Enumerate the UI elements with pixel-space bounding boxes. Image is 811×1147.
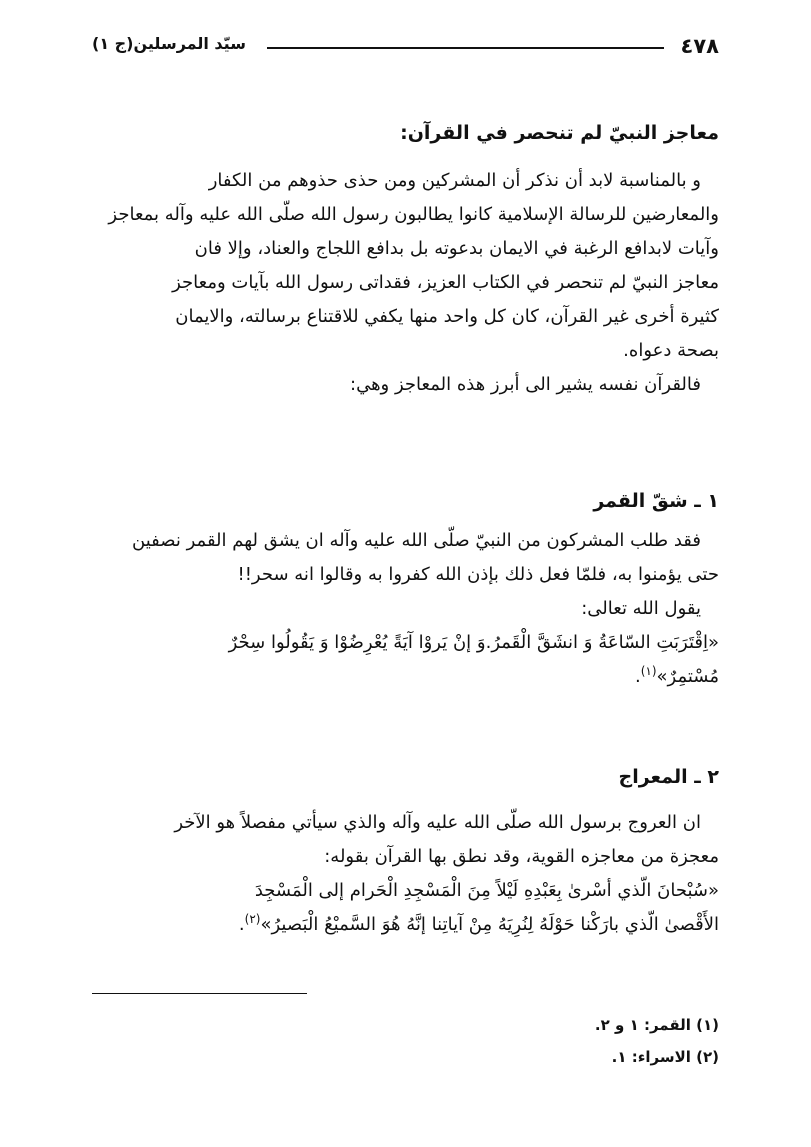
section1-body xyxy=(92,524,719,694)
footnote-rule xyxy=(92,993,307,994)
section2-body xyxy=(92,806,719,942)
intro-section xyxy=(92,118,719,148)
section2-heading: ٢ ـ المعراج xyxy=(618,766,719,788)
quran-quote-line: «اِقْتَرَبَتِ السّاعَةُ وَ انشَقَّ الْقَمرُ.وَ إنْ يَروْا آيَةً يُعْرِضُوْا وَ يَقُولُوا سِحْرٌ xyxy=(228,632,719,653)
quran-quote-line: «سُبْحانَ الّذي أسْرىٰ بِعَبْدِهِ لَيْلاً مِنَ الْمَسْجِدِ الْحَرام إلى الْمَسْجِدَ xyxy=(254,880,719,901)
page-number: ٤٧٨ xyxy=(680,34,719,58)
intro-body xyxy=(92,164,719,402)
section2-heading-block xyxy=(92,762,719,792)
paragraph-line: كثيرة أخرى غير القرآن، كان كل واحد منها يكفي للاقتناع برسالته، والايمان xyxy=(175,306,719,327)
footnote-ref: (٢) xyxy=(244,912,261,926)
running-title: سيّد المرسلين(ج ١) xyxy=(92,34,246,53)
intro-closing: فالقرآن نفسه يشير الى أبرز هذه المعاجز وهي: xyxy=(350,374,701,395)
paragraph-line: ان العروج برسول الله صلّى الله عليه وآله والذي سيأتي مفصلاً هو الآخر xyxy=(174,812,701,833)
header-rule xyxy=(267,47,664,49)
footnote: (١) القمر: ١ و ٢. xyxy=(594,1016,719,1034)
footnote-ref: (١) xyxy=(640,664,657,678)
quote-lead: يقول الله تعالى: xyxy=(581,598,701,619)
paragraph-line: و بالمناسبة لابد أن نذكر أن المشركين ومن حذى حذوهم من الكفار xyxy=(208,170,701,191)
paragraph-line: بصحة دعواه. xyxy=(623,340,719,361)
section1-heading-block xyxy=(92,486,719,516)
paragraph-line: معجزة من معاجزه القوية، وقد نطق بها القرآن بقوله: xyxy=(324,846,719,867)
quran-quote-line-end: الأَقْصىٰ الّذي بارَكْنا حَوْلَهُ لِنُرِيَهُ مِنْ آياتِنا إنَّهُ هُوَ السَّميْعُ الْبَصيرُ»$^{(٢)}$. xyxy=(238,912,719,935)
paragraph-line: فقد طلب المشركون من النبيّ صلّى الله عليه وآله ان يشق لهم القمر نصفين xyxy=(132,530,701,551)
section1-heading: ١ ـ شقّ القمر xyxy=(593,490,719,512)
running-header xyxy=(92,30,719,60)
quran-quote-line-end: مُسْتمِرٌ»$^{(١)}$. xyxy=(634,664,719,687)
quran-quote-text: الأَقْصىٰ الّذي بارَكْنا حَوْلَهُ لِنُرِيَهُ مِنْ آياتِنا إنَّهُ هُوَ السَّميْعُ الْبَصيرُ» xyxy=(260,914,719,935)
paragraph-line: وآيات لابدافع الرغبة في الايمان بدعوته بل بدافع اللجاج والعناد، وإلا فان xyxy=(194,238,719,259)
intro-heading: معاجز النبيّ لم تنحصر في القرآن: xyxy=(400,122,719,144)
paragraph-line: والمعارضين للرسالة الإسلامية كانوا يطالبون رسول الله صلّى الله عليه وآله بمعاجز xyxy=(108,204,719,225)
paragraph-line: حتى يؤمنوا به، فلمّا فعل ذلك بإذن الله كفروا به وقالوا انه سحر!! xyxy=(237,564,719,585)
paragraph-line: معاجز النبيّ لم تنحصر في الكتاب العزيز، فقداتى رسول الله بآيات ومعاجز xyxy=(172,272,719,293)
footnote: (٢) الاسراء: ١. xyxy=(611,1048,719,1066)
quran-quote-text: مُسْتمِرٌ» xyxy=(656,666,719,687)
